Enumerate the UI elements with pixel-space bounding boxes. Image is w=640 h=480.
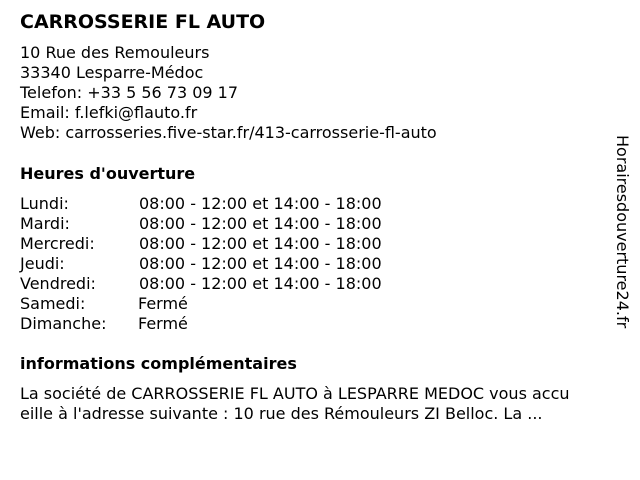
- hours-row-saturday: [20, 294, 440, 314]
- additional-info-heading: informations complémentaires: [20, 354, 297, 373]
- day-hours: Fermé: [138, 294, 188, 313]
- opening-hours-table: [20, 194, 440, 334]
- business-name: CARROSSERIE FL AUTO: [20, 11, 266, 33]
- opening-hours-heading: Heures d'ouverture: [20, 164, 196, 183]
- phone-line: Telefon: +33 5 56 73 09 17: [20, 83, 239, 102]
- contact-details: [20, 43, 437, 143]
- day-label: Mercredi:: [20, 234, 95, 253]
- day-label: Lundi:: [20, 194, 69, 213]
- info-text-line: La société de CARROSSERIE FL AUTO à LESPARRE MEDOC vous accu: [20, 384, 570, 403]
- day-hours: 08:00 - 12:00 et 14:00 - 18:00: [139, 274, 382, 293]
- day-hours: 08:00 - 12:00 et 14:00 - 18:00: [139, 194, 382, 213]
- day-label: Dimanche:: [20, 314, 107, 333]
- site-watermark: [612, 135, 632, 345]
- day-label: Mardi:: [20, 214, 70, 233]
- day-label: Vendredi:: [20, 274, 96, 293]
- day-hours: Fermé: [138, 314, 188, 333]
- day-hours: 08:00 - 12:00 et 14:00 - 18:00: [139, 214, 382, 233]
- address-street: 10 Rue des Remouleurs: [20, 43, 210, 62]
- day-label: Jeudi:: [20, 254, 65, 273]
- day-hours: 08:00 - 12:00 et 14:00 - 18:00: [139, 254, 382, 273]
- day-label: Samedi:: [20, 294, 86, 313]
- additional-info-text: [20, 384, 622, 424]
- address-city: 33340 Lesparre-Médoc: [20, 63, 204, 82]
- info-text-line: eille à l'adresse suivante : 10 rue des Rémouleurs ZI Belloc. La ...: [20, 404, 543, 423]
- hours-row-sunday: [20, 314, 440, 334]
- hours-row-thursday: [20, 254, 440, 274]
- web-line: Web: carrosseries.five-star.fr/413-carrosserie-fl-auto: [20, 123, 437, 142]
- email-line: Email: f.lefki@flauto.fr: [20, 103, 198, 122]
- watermark-text: Horairesdouverture24.fr: [613, 135, 632, 329]
- hours-row-friday: [20, 274, 440, 294]
- hours-row-wednesday: [20, 234, 440, 254]
- hours-row-tuesday: [20, 214, 440, 234]
- hours-row-monday: [20, 194, 440, 214]
- day-hours: 08:00 - 12:00 et 14:00 - 18:00: [139, 234, 382, 253]
